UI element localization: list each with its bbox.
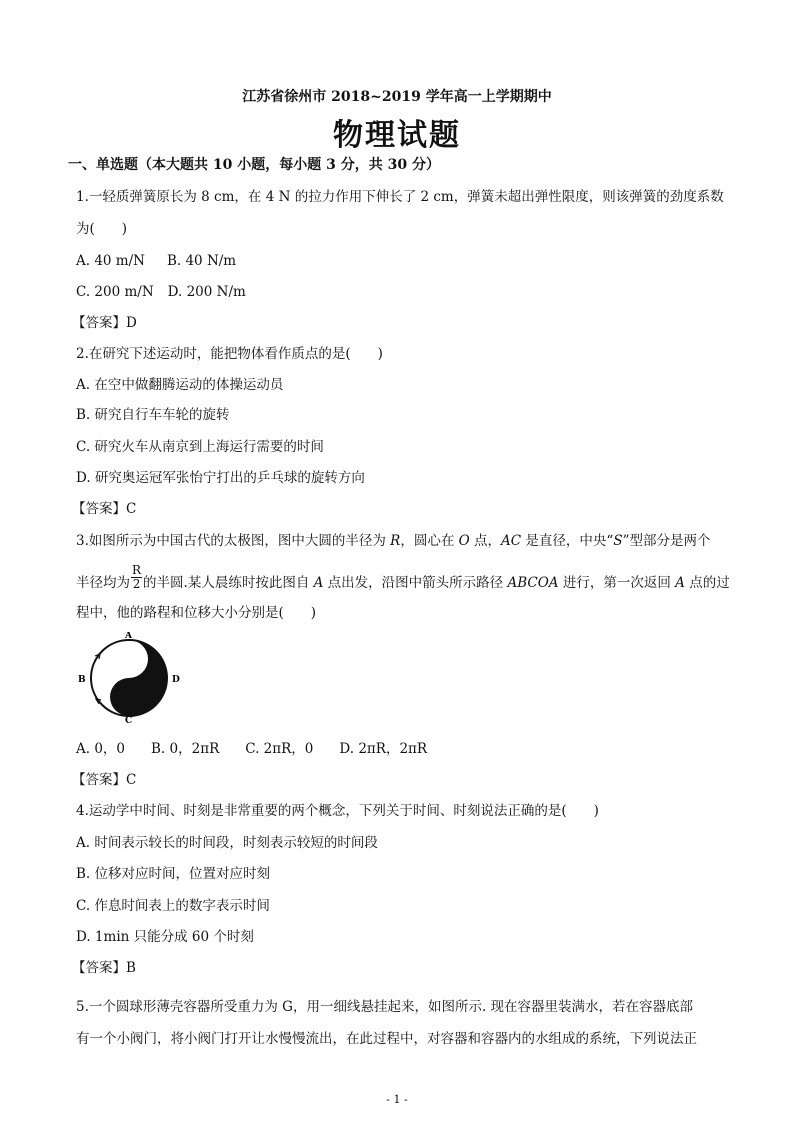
q2-answer: 【答案】C — [72, 501, 137, 517]
q1-stem-line2: 为( ) — [76, 221, 128, 237]
taiji-figure — [74, 632, 184, 724]
q1-option-c: C. 200 m/N — [76, 284, 154, 300]
q2-option-b: B. 研究自行车车轮的旋转 — [76, 407, 230, 423]
q3-stem-line2: 半径均为 $\frac{R}{2}$ 的半圆.某人晨练时按此图自 A 点出发，沿图中箭头所示路径 ABCOA 进行，第一次返回 A 点的过 — [76, 563, 730, 591]
exam-subtitle: 江苏省徐州市 2018~2019 学年高一上学期期中 — [242, 89, 552, 105]
q1-option-a: A. 40 m/N — [76, 253, 145, 269]
q5-stem-line2: 有一个小阀门，将小阀门打开让水慢慢流出，在此过程中，对容器和容器内的水组成的系统，下列说法正 — [76, 1031, 697, 1047]
q4-option-b: B. 位移对应时间，位置对应时刻 — [76, 866, 271, 882]
page-number: - 1 - — [386, 1093, 408, 1106]
q2-option-d: D. 研究奥运冠军张怡宁打出的乒乓球的旋转方向 — [76, 470, 365, 486]
q3-option-d: D. 2πR，2πR — [339, 741, 428, 757]
fig-label-b: B — [78, 675, 86, 685]
q1-option-d: D. 200 N/m — [167, 284, 246, 300]
q3-answer: 【答案】C — [72, 772, 137, 788]
q2-option-c: C. 研究火车从南京到上海运行需要的时间 — [76, 439, 324, 455]
q3-options — [76, 740, 427, 758]
q3-option-c: C. 2πR，0 — [245, 741, 314, 757]
q3-option-b: B. 0，2πR — [151, 741, 220, 757]
q2-option-a: A. 在空中做翻腾运动的体操运动员 — [76, 377, 284, 393]
q4-option-a: A. 时间表示较长的时间段，时刻表示较短的时间段 — [76, 835, 378, 851]
q1-answer: 【答案】D — [72, 315, 137, 331]
fig-label-a: A — [125, 632, 132, 641]
q1-options-row2 — [76, 283, 246, 301]
q3-option-a: A. 0，0 — [76, 741, 126, 757]
exam-title: 物理试题 — [333, 118, 461, 153]
q1-option-b: B. 40 N/m — [166, 253, 237, 269]
section-heading: 一、单选题（本大题共 10 小题，每小题 3 分，共 30 分） — [68, 157, 440, 173]
q3-stem-line1: 3.如图所示为中国古代的太极图，图中大圆的半径为 R，圆心在 O 点，AC 是直径，中央“S”型部分是两个 — [76, 533, 711, 549]
q3-stem-line3: 程中，他的路程和位移大小分别是( ) — [76, 605, 317, 621]
fig-label-c: C — [125, 716, 133, 724]
q1-stem-line1: 1.一轻质弹簧原长为 8 cm，在 4 N 的拉力作用下伸长了 2 cm，弹簧未超出弹性限度，则该弹簧的劲度系数 — [76, 189, 724, 205]
q4-stem: 4.运动学中时间、时刻是非常重要的两个概念，下列关于时间、时刻说法正确的是( ) — [76, 803, 599, 819]
fig-label-d: D — [172, 675, 180, 685]
q4-option-d: D. 1min 只能分成 60 个时刻 — [76, 929, 254, 945]
q4-option-c: C. 作息时间表上的数字表示时间 — [76, 898, 270, 914]
q2-stem: 2.在研究下述运动时，能把物体看作质点的是( ) — [76, 346, 383, 362]
fraction-r-over-2: $\frac{R}{2}$ — [132, 563, 142, 591]
q1-options-row1 — [76, 252, 236, 270]
q4-answer: 【答案】B — [72, 960, 136, 976]
q5-stem-line1: 5.一个圆球形薄壳容器所受重力为 G，用一细线悬挂起来，如图所示. 现在容器里装满水，若在容器底部 — [76, 999, 694, 1015]
